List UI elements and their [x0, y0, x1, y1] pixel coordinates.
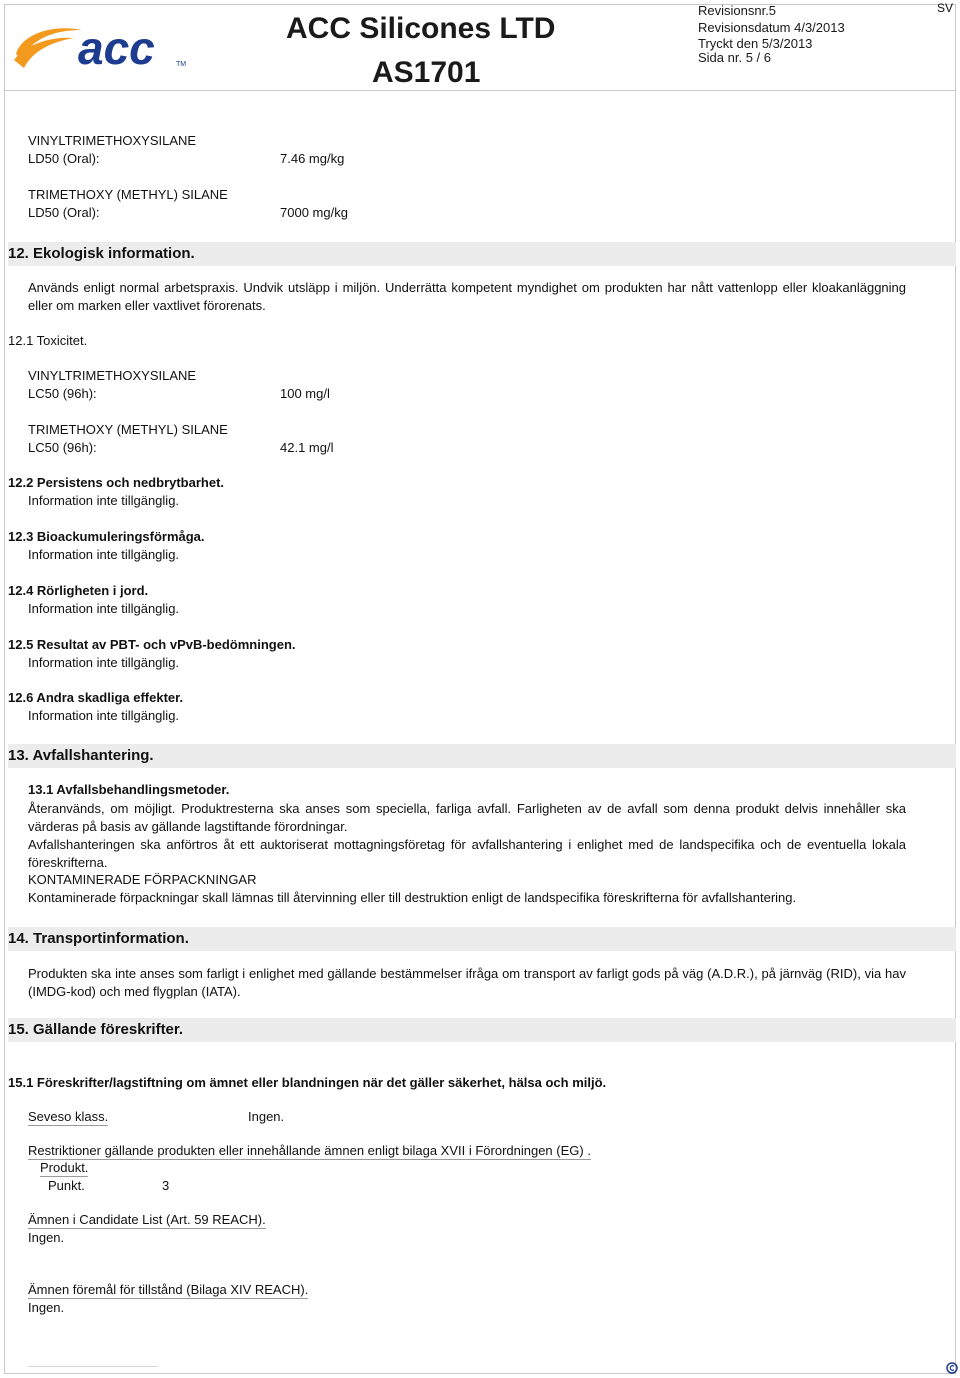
section-12-intro: Används enligt normal arbetspraxis. Undvik utsläpp i miljön. Underrätta kompetent myndighet om produkten har nått vattenlopp eller kloakanläggning eller om marken eller vaxtlivet förorenats.	[28, 280, 906, 313]
subsection-text: Information inte tillgänglig.	[28, 655, 180, 670]
revision-number: Revisionsnr.5	[698, 3, 777, 18]
authorization-value: Ingen.	[28, 1300, 65, 1315]
regulations-title: 15.1 Föreskrifter/lagstiftning om ämnet eller blandningen när det gäller säkerhet, hälsa och miljö.	[8, 1075, 607, 1090]
candidate-list-value: Ingen.	[28, 1230, 65, 1245]
logo-trademark: TM	[176, 61, 187, 68]
tox-substance: TRIMETHOXY (METHYL) SILANE	[28, 187, 228, 202]
section-14-title: 14. Transportinformation.	[8, 930, 189, 947]
section-15-title: 15. Gällande föreskrifter.	[8, 1021, 184, 1038]
revision-date: Revisionsdatum 4/3/2013	[698, 20, 845, 35]
page-frame	[4, 4, 956, 1374]
toxicity-value: 100 mg/l	[280, 386, 330, 401]
waste-paragraph-2: Avfallshanteringen ska anförtros åt ett auktoriserat mottagningsföretag för avfallshantering i enlighet med de landspecifika och de eventuella lokala föreskrifterna.	[28, 837, 906, 870]
transport-text: Produkten ska inte anses som farligt i enlighet med gällande bestämmelser ifråga om transport av farligt gods på väg (A.D.R.), på järnväg (RID), via hav (IMDG-kod) och med flygplan (IATA).	[28, 966, 906, 999]
contaminated-packaging-text: Kontaminerade förpackningar skall lämnas till återvinning eller till destruktion enligt de landspecifika föreskrifterna för avfallshantering.	[28, 890, 797, 905]
section-13-title: 13. Avfallshantering.	[8, 747, 154, 764]
product-code: AS1701	[372, 56, 481, 89]
toxicity-value: 42.1 mg/l	[280, 440, 334, 455]
point-value: 3	[162, 1178, 170, 1193]
authorization-label: Ämnen föremål för tillstånd (Bilaga XIV REACH).	[28, 1282, 309, 1297]
subsection-text: Information inte tillgänglig.	[28, 708, 180, 723]
subsection-title: 12.6 Andra skadliga effekter.	[8, 690, 184, 705]
subsection-title: 12.3 Bioackumuleringsförmåga.	[8, 529, 205, 544]
acc-logo	[12, 14, 192, 78]
waste-methods-title: 13.1 Avfallsbehandlingsmetoder.	[28, 782, 230, 797]
candidate-list-label: Ämnen i Candidate List (Art. 59 REACH).	[28, 1212, 266, 1227]
subsection-text: Information inte tillgänglig.	[28, 601, 180, 616]
company-name: ACC Silicones LTD	[286, 12, 556, 45]
footer-rule	[28, 1366, 158, 1367]
tox-label: LD50 (Oral):	[28, 151, 100, 166]
subsection-title: 12.2 Persistens och nedbrytbarhet.	[8, 475, 225, 490]
restrictions-label: Restriktioner gällande produkten eller innehållande ämnen enligt bilaga XVII i Förordningen (EG) .	[28, 1143, 591, 1158]
tox-label: LD50 (Oral):	[28, 205, 100, 220]
page-number: Sida nr. 5 / 6	[698, 50, 771, 65]
subsection-text: Information inte tillgänglig.	[28, 547, 180, 562]
contaminated-packaging-heading: KONTAMINERADE FÖRPACKNINGAR	[28, 872, 257, 887]
waste-paragraph-1: Återanvänds, om möjligt. Produktresterna ska anses som speciella, farliga avfall. Farligheten av de avfall som denna produkt delvis innehåller ska värderas på basis av gällande lagstiftande förordningar.	[28, 801, 906, 834]
logo-wordmark: acc	[78, 22, 155, 74]
toxicity-substance: TRIMETHOXY (METHYL) SILANE	[28, 422, 228, 437]
seveso-label: Seveso klass.	[28, 1109, 109, 1124]
subsection-text: Information inte tillgänglig.	[28, 493, 180, 508]
section-12-title: 12. Ekologisk information.	[8, 245, 195, 262]
subsection-title: 12.4 Rörligheten i jord.	[8, 583, 149, 598]
tox-value: 7000 mg/kg	[280, 205, 348, 220]
header-divider	[4, 90, 956, 91]
tox-value: 7.46 mg/kg	[280, 151, 345, 166]
toxicity-substance: VINYLTRIMETHOXYSILANE	[28, 368, 197, 383]
seveso-value: Ingen.	[248, 1109, 285, 1124]
language-code: SV	[937, 1, 954, 15]
toxicity-title: 12.1 Toxicitet.	[8, 333, 88, 348]
toxicity-label: LC50 (96h):	[28, 440, 97, 455]
tox-substance: VINYLTRIMETHOXYSILANE	[28, 133, 197, 148]
product-label: Produkt.	[40, 1160, 89, 1175]
point-label: Punkt.	[48, 1178, 85, 1193]
subsection-title: 12.5 Resultat av PBT- och vPvB-bedömningen.	[8, 637, 296, 652]
toxicity-label: LC50 (96h):	[28, 386, 97, 401]
copyright-icon	[946, 1362, 958, 1374]
print-date: Tryckt den 5/3/2013	[698, 36, 813, 51]
